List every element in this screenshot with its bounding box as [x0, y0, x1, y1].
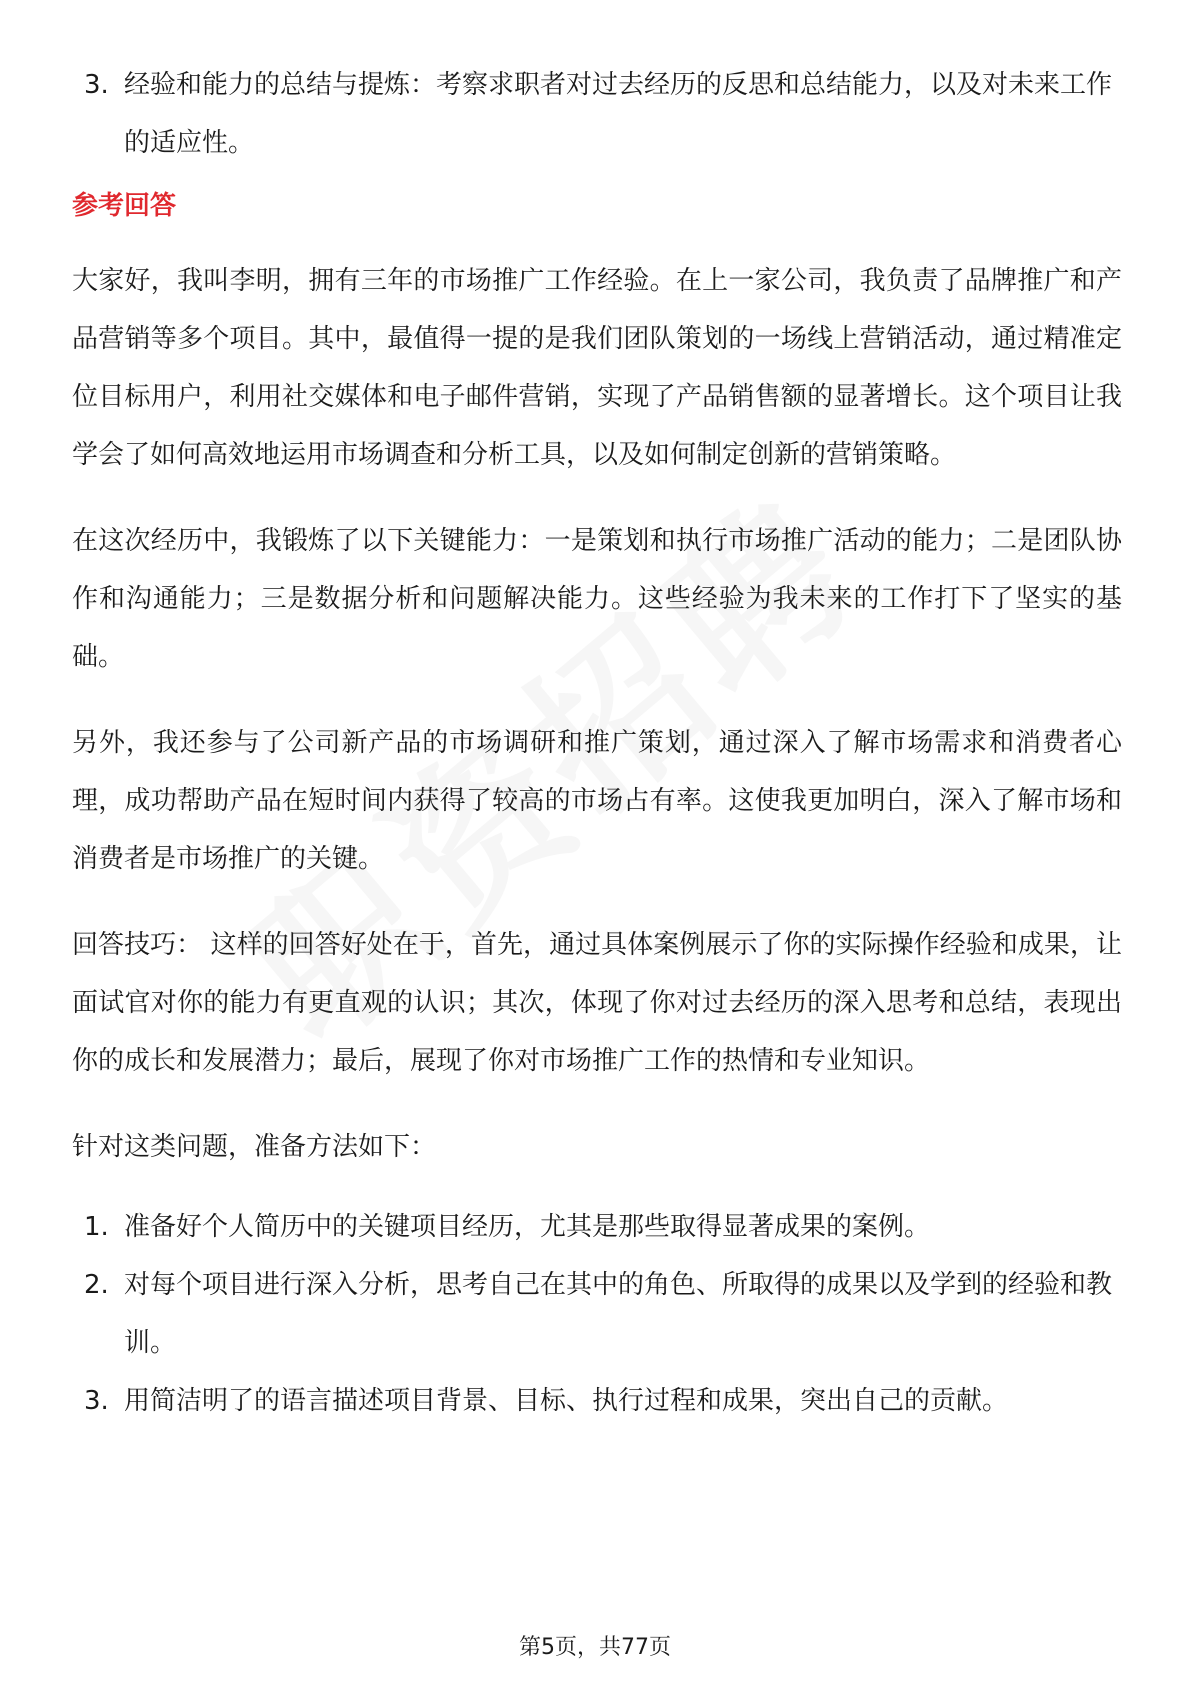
list-item-number: 2.: [84, 1270, 109, 1300]
list-item-number: 3.: [84, 70, 109, 100]
list-item: [72, 1198, 1122, 1256]
criteria-list: [72, 56, 1122, 172]
answer-paragraph-3: 另外，我还参与了公司新产品的市场调研和推广策划，通过深入了解市场需求和消费者心理，成功帮助产品在短时间内获得了较高的市场占有率。这使我更加明白，深入了解市场和消费者是市场推广的关键。: [72, 728, 1122, 874]
list-item-text: 对每个项目进行深入分析，思考自己在其中的角色、所取得的成果以及学到的经验和教训。: [124, 1270, 1113, 1358]
preparation-intro: 针对这类问题，准备方法如下：: [72, 1132, 437, 1162]
answer-tips-paragraph: 回答技巧： 这样的回答好处在于，首先，通过具体案例展示了你的实际操作经验和成果，让面试官对你的能力有更直观的认识；其次，体现了你对过去经历的深入思考和总结，表现出你的成长和发展潜力；最后，展现了你对市场推广工作的热情和专业知识。: [72, 930, 1122, 1076]
list-item: [72, 56, 1122, 172]
page-number-footer: 第5页，共77页: [519, 1635, 671, 1660]
document-page: [72, 56, 1122, 1430]
list-item-text: 准备好个人简历中的关键项目经历，尤其是那些取得显著成果的案例。: [124, 1212, 931, 1242]
list-item-text: 经验和能力的总结与提炼：考察求职者对过去经历的反思和总结能力，以及对未来工作的适应性。: [124, 70, 1113, 158]
answer-paragraph-1: 大家好，我叫李明，拥有三年的市场推广工作经验。在上一家公司，我负责了品牌推广和产品营销等多个项目。其中，最值得一提的是我们团队策划的一场线上营销活动，通过精准定位目标用户，利用社交媒体和电子邮件营销，实现了产品销售额的显著增长。这个项目让我学会了如何高效地运用市场调查和分析工具，以及如何制定创新的营销策略。: [72, 266, 1122, 470]
preparation-list: [72, 1198, 1122, 1430]
list-item: [72, 1256, 1122, 1372]
list-item-number: 1.: [84, 1212, 109, 1242]
section-heading: 参考回答: [72, 191, 177, 221]
answer-paragraph-2: 在这次经历中，我锻炼了以下关键能力：一是策划和执行市场推广活动的能力；二是团队协作和沟通能力；三是数据分析和问题解决能力。这些经验为我未来的工作打下了坚实的基础。: [72, 526, 1122, 672]
list-item: [72, 1372, 1122, 1430]
list-item-number: 3.: [84, 1386, 109, 1416]
list-item-text: 用简洁明了的语言描述项目背景、目标、执行过程和成果，突出自己的贡献。: [124, 1386, 1009, 1416]
